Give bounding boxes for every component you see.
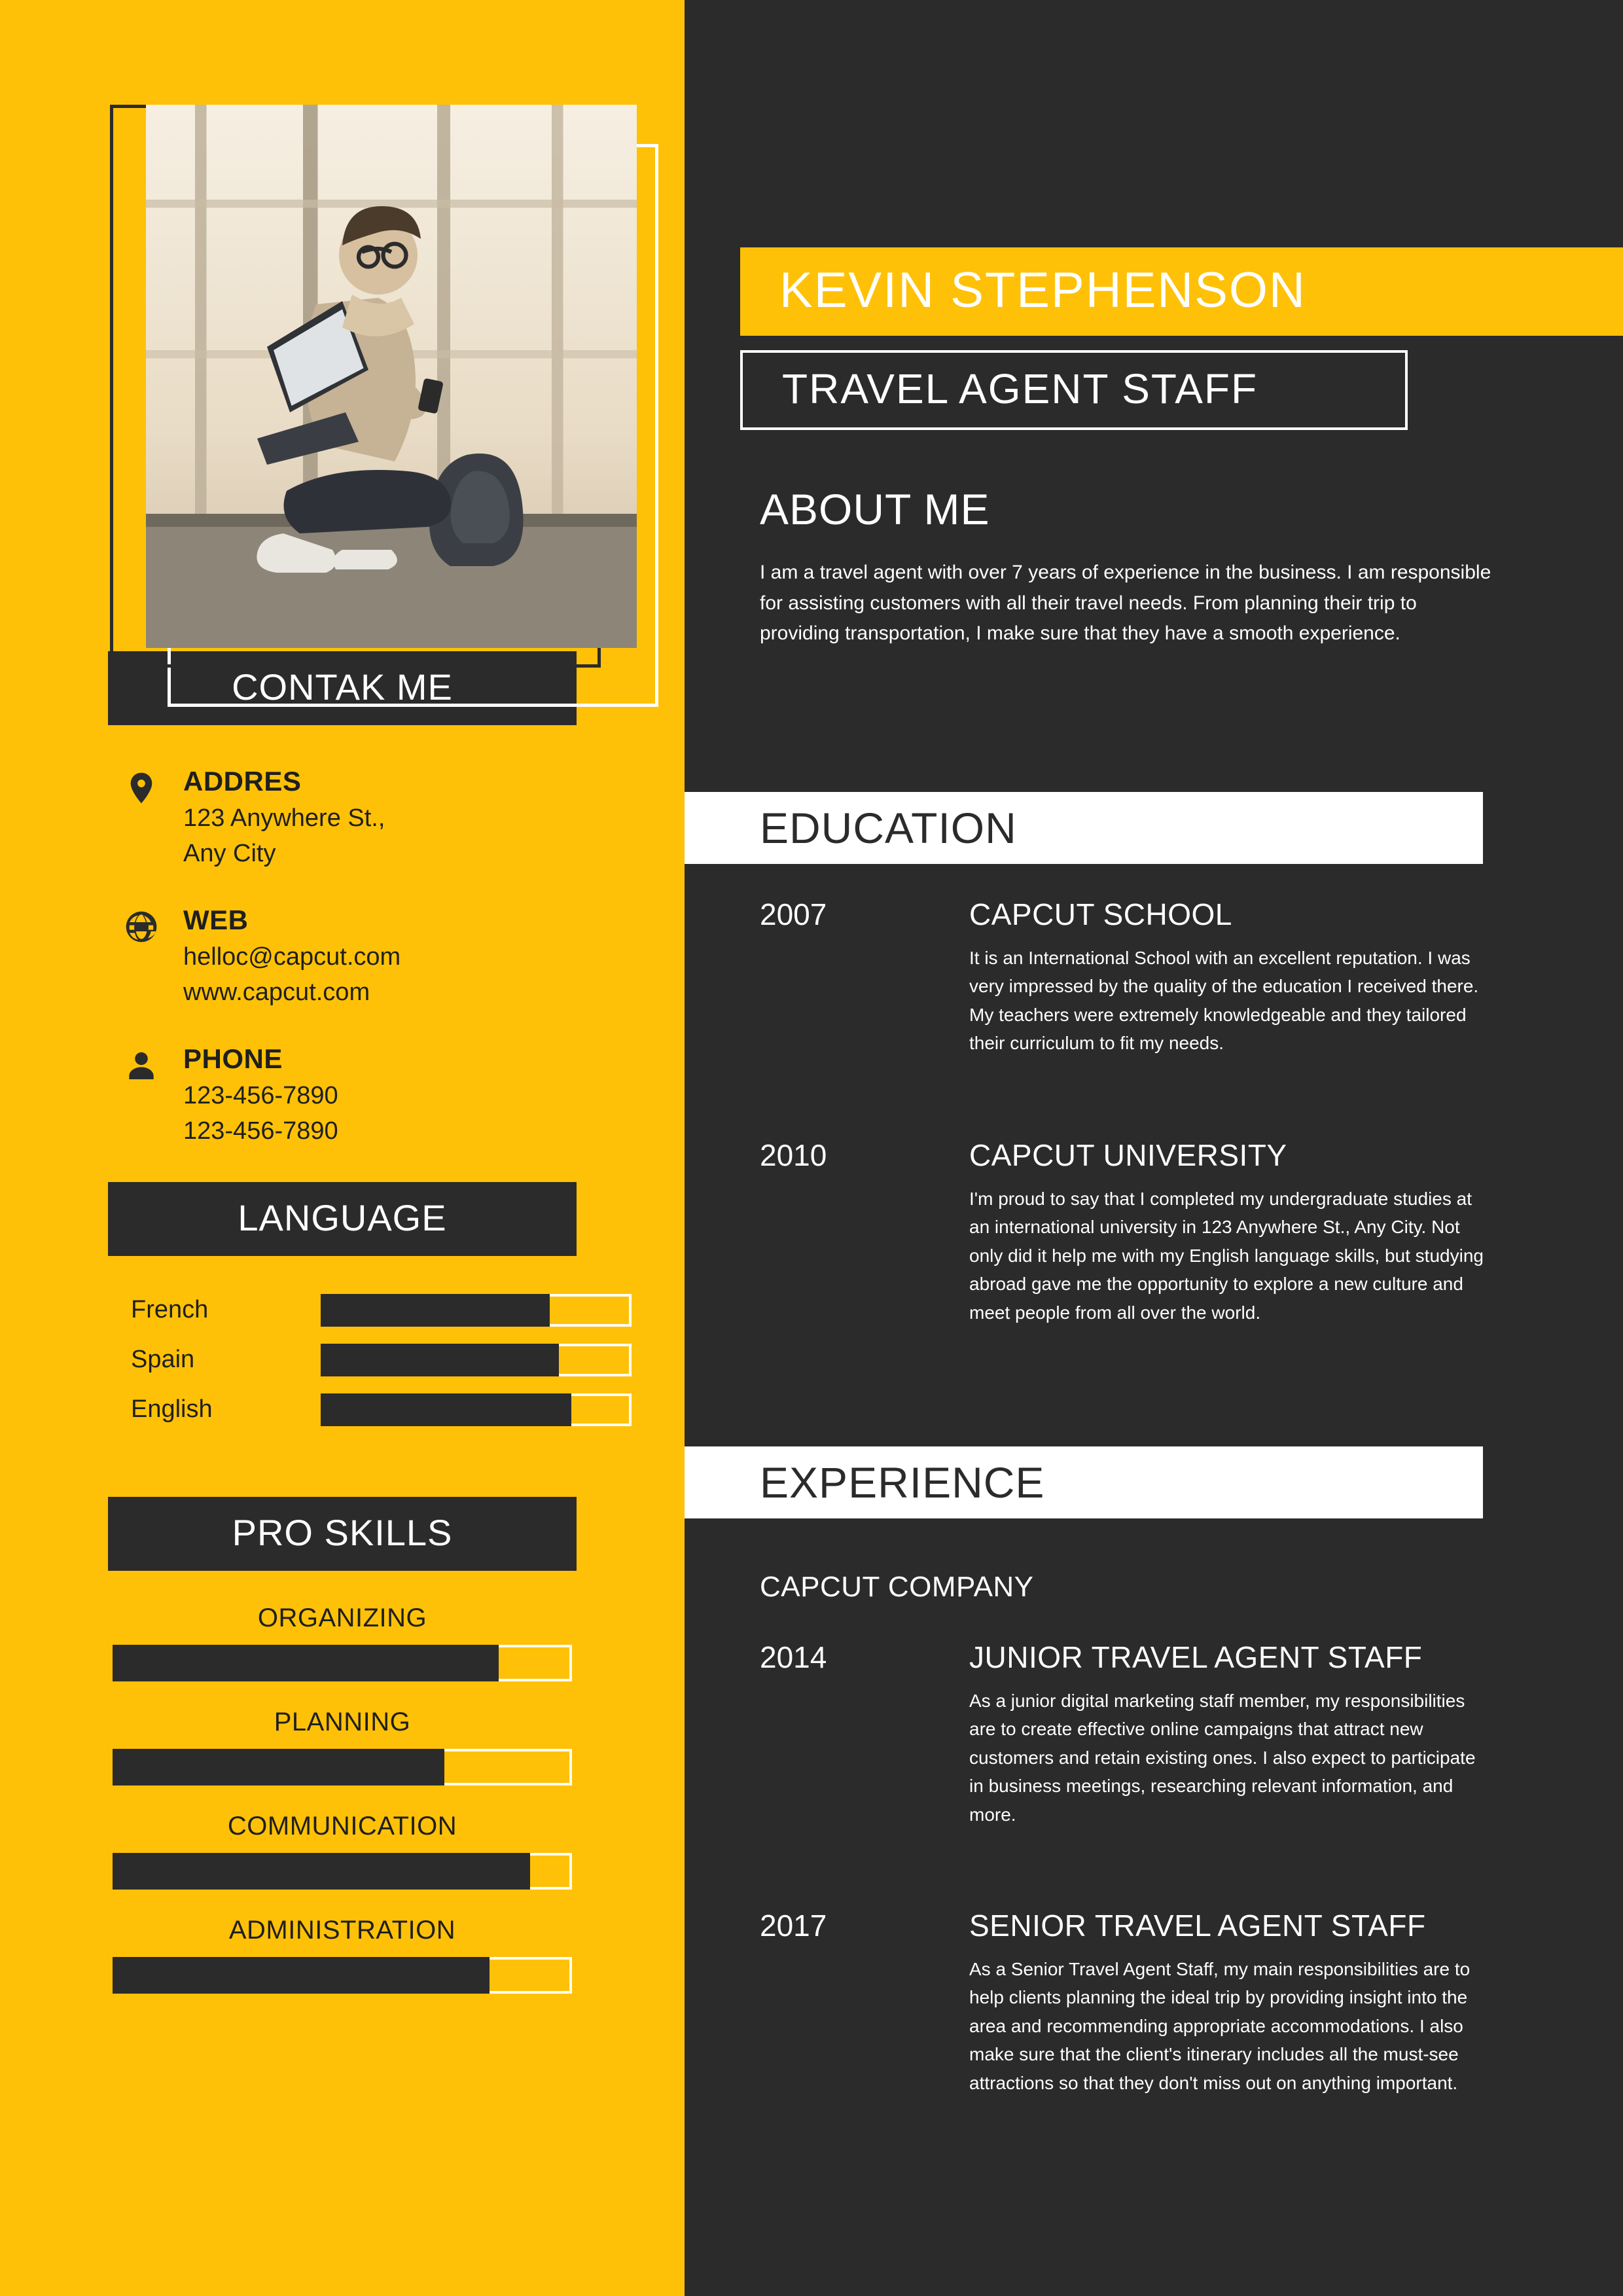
about-text: I am a travel agent with over 7 years of experience in the business. I am responsible for assisting customers with all their travel needs. From planning their trip to providing transportation, I make sure that they have a smooth experience. [760,562,1491,644]
contact-item-phone [123,1043,685,1149]
company-name: CAPCUT COMPANY [760,1571,1034,1603]
experience-entry-header [760,1908,1506,1943]
experience-entry-2 [760,1908,1506,2097]
education-year: 2007 [760,897,827,931]
photo-illustration [146,105,637,648]
skills-list [0,1571,685,1994]
left-sidebar [0,0,685,2296]
education-title: CAPCUT SCHOOL [969,897,1232,931]
language-name-spain: Spain [131,1346,195,1374]
language-bar-fill [321,1344,559,1376]
experience-entry-header [760,1640,1506,1675]
skill-bar-communication [113,1853,572,1890]
skill-bar-fill [113,1957,490,1994]
language-bar-fill [321,1393,571,1426]
skill-name-administration: ADMINISTRATION [228,1915,456,1945]
experience-heading: EXPERIENCE [760,1458,1045,1507]
language-bar-spain [321,1344,632,1376]
contact-address-line-1: 123 Anywhere St., [183,804,385,832]
language-bar-french [321,1294,632,1327]
education-heading: EDUCATION [760,804,1017,852]
contact-address-line-2: Any City [183,839,276,867]
experience-entry-1 [760,1640,1506,1829]
contact-phone-body [183,1043,338,1149]
language-heading: LANGUAGE [108,1182,577,1256]
language-row [131,1294,685,1327]
language-row [131,1393,685,1426]
education-entry-1 [760,897,1506,1058]
contact-heading: CONTAK ME [108,651,577,725]
contact-item-web [123,905,685,1011]
contact-item-address [123,766,685,872]
experience-title: JUNIOR TRAVEL AGENT STAFF [969,1640,1423,1674]
contact-web-url[interactable]: www.capcut.com [183,978,370,1006]
contact-phone-line-2: 123-456-7890 [183,1117,338,1145]
education-entry-2 [760,1138,1506,1327]
contact-web-body [183,905,401,1011]
contact-address-title: ADDRES [183,766,302,797]
language-row [131,1344,685,1376]
skill-item [0,1708,685,1785]
language-name-french: French [131,1296,209,1324]
language-name-english: English [131,1395,213,1424]
skill-bar-fill [113,1853,530,1890]
role-banner [740,350,1408,430]
person-icon [123,1043,183,1084]
contact-address-body [183,766,385,872]
skill-item [0,1812,685,1890]
education-heading-bar [685,792,1483,864]
education-entry-header [760,1138,1506,1173]
contact-web-title: WEB [183,904,249,935]
profile-photo [146,105,637,648]
skill-bar-fill [113,1749,444,1785]
skill-item [0,1916,685,1994]
experience-title: SENIOR TRAVEL AGENT STAFF [969,1909,1426,1943]
full-name: KEVIN STEPHENSON [779,262,1306,318]
job-title: TRAVEL AGENT STAFF [782,365,1258,412]
language-list [0,1256,685,1426]
about-heading: ABOUT ME [760,485,990,533]
name-banner [740,247,1623,336]
skill-name-organizing: ORGANIZING [257,1603,427,1632]
experience-year: 2014 [760,1640,827,1674]
education-description: I'm proud to say that I completed my undergraduate studies at an international university in 123 Anywhere St., Any City. Not only did it help me with my English language skills, but studying abroad gave me the opportunity to explore a new culture and meet people from all over the world. [969,1189,1484,1323]
experience-description: As a junior digital marketing staff member, my responsibilities are to create effective online campaigns that attract new customers and retain existing ones. I also expect to participate in business meetings, researching relevant information, and more. [969,1691,1476,1825]
location-pin-icon [123,766,183,806]
globe-icon [123,905,183,945]
main-content [685,0,1623,2296]
language-bar-fill [321,1294,550,1327]
skill-name-planning: PLANNING [274,1707,411,1736]
education-year: 2010 [760,1138,827,1172]
experience-heading-bar [685,1446,1483,1518]
contact-phone-line-1: 123-456-7890 [183,1081,338,1109]
contact-phone-title: PHONE [183,1043,283,1074]
contact-list [0,766,685,1149]
education-entry-header [760,897,1506,932]
skill-bar-organizing [113,1645,572,1681]
skill-item [0,1604,685,1681]
education-title: CAPCUT UNIVERSITY [969,1138,1287,1172]
skills-heading: PRO SKILLS [108,1497,577,1571]
skill-bar-fill [113,1645,499,1681]
about-section [760,484,1499,649]
language-bar-english [321,1393,632,1426]
profile-photo-block [110,105,660,609]
experience-year: 2017 [760,1909,827,1943]
skill-bar-administration [113,1957,572,1994]
skill-name-communication: COMMUNICATION [227,1811,457,1840]
experience-description: As a Senior Travel Agent Staff, my main responsibilities are to help clients planning the ideal trip by providing insight into the area and recommending appropriate accommodations. I also make sure that the client's itinerary includes all the must-see attractions so that they don't miss out on anything important. [969,1959,1471,2093]
contact-web-email[interactable]: helloc@capcut.com [183,942,401,971]
education-description: It is an International School with an excellent reputation. I was very impressed by the quality of the education I received there. My teachers were extremely knowledgeable and they tailored their curriculum to fit my needs. [969,948,1479,1054]
skill-bar-planning [113,1749,572,1785]
